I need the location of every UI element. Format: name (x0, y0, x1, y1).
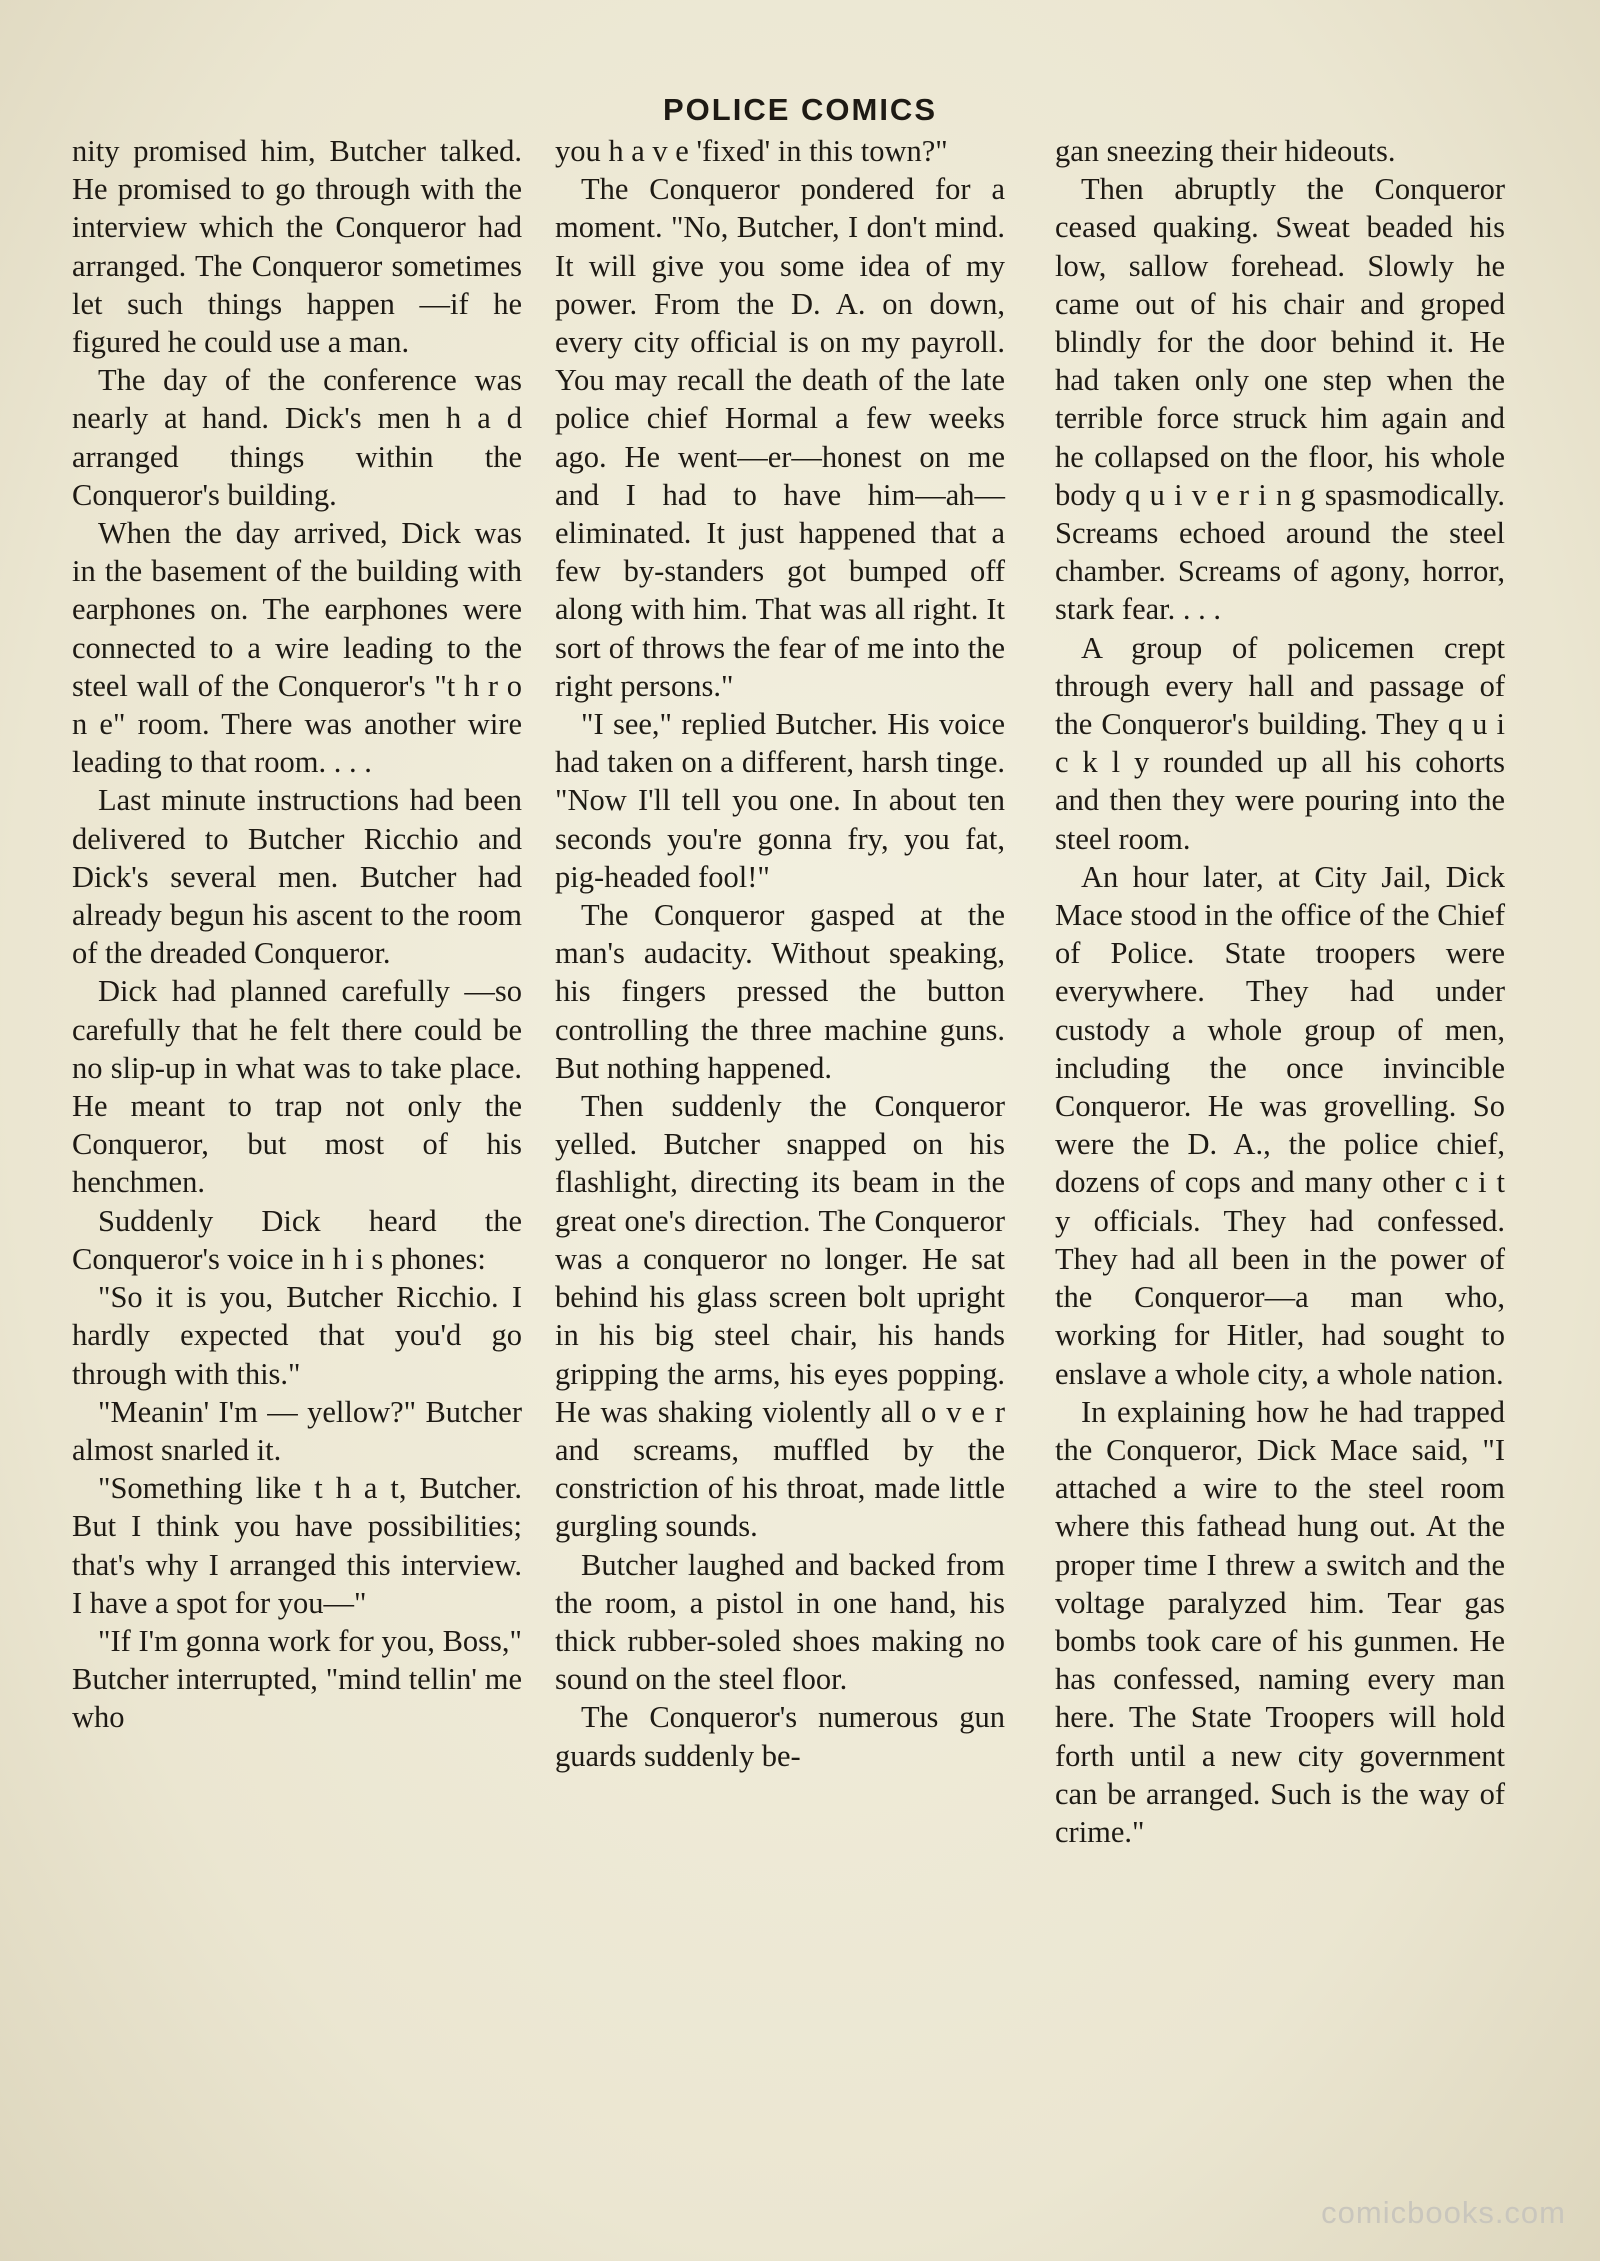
story-paragraph: Butcher laughed and backed from the room, a pistol in one hand, his thick rubber-soled shoes making no sound on the steel floor. (555, 1547, 1005, 1697)
story-paragraph: "Meanin' I'm — yellow?" Butcher almost snarled it. (72, 1394, 522, 1467)
story-paragraph: In explaining how he had trapped the Conqueror, Dick Mace said, "I attached a wire to the steel room where this fathead hung out. At the proper time I threw a switch and the voltage paralyzed him. Tear gas bombs took care of his gunmen. He has confessed, naming every man here. The State Troopers will hold forth until a new city government can be arranged. Such is the way of crime." (1055, 1394, 1505, 1849)
text-column-right (1055, 132, 1505, 1851)
story-paragraph: "I see," replied Butcher. His voice had taken on a different, harsh tinge. "Now I'll tell you one. In about ten seconds you're gonna fry, you fat, pig-headed fool!" (555, 707, 1005, 894)
story-paragraph: The day of the conference was nearly at hand. Dick's men h a d arranged things within the Conqueror's building. (72, 363, 522, 512)
story-paragraph: "So it is you, Butcher Ricchio. I hardly expected that you'd go through with this." (72, 1280, 522, 1391)
story-paragraph: nity promised him, Butcher talked. He promised to go through with the interview which the Conqueror had arranged. The Conqueror sometimes let such things happen —if he figured he could use a man. (72, 134, 522, 360)
story-paragraph: The Conqueror gasped at the man's audacity. Without speaking, his fingers pressed the button controlling the three machine guns. But nothing happened. (555, 898, 1005, 1085)
text-column-left (72, 132, 522, 1737)
story-paragraph: Last minute instructions had been delivered to Butcher Ricchio and Dick's several men. Butcher had already begun his ascent to the room of the dreaded Conqueror. (72, 783, 522, 971)
story-paragraph: Then suddenly the Conqueror yelled. Butcher snapped on his flashlight, directing its beam in the great one's direction. The Conqueror was a conqueror no longer. He sat behind his glass screen bolt upright in his big steel chair, his hands gripping the arms, his eyes popping. He was shaking violently all o v e r and screams, muffled by the constriction of his throat, made little gurgling sounds. (555, 1089, 1005, 1544)
story-paragraph: A group of policemen crept through every hall and passage of the Conqueror's building. They q u i c k l y rounded up all his cohorts and then they were pouring into the steel room. (1055, 630, 1505, 856)
story-paragraph: Then abruptly the Conqueror ceased quaking. Sweat beaded his low, sallow forehead. Slowly he came out of his chair and groped blindly for the door behind it. He had taken only one step when the terrible force struck him again and he collapsed on the floor, his whole body q u i v e r i n g spasmodically. Screams echoed around the steel chamber. Screams of agony, horror, stark fear. . . . (1055, 172, 1505, 627)
site-watermark: comicbooks.com (1321, 2195, 1566, 2230)
story-paragraph: The Conqueror pondered for a moment. "No, Butcher, I don't mind. It will give you some idea of my power. From the D. A. on down, every city official is on my payroll. You may recall the death of the late police chief Hormal a few weeks ago. He went—er—honest on me and I had to have him—ah—eliminated. It just happened that a few by-standers got bumped off along with him. That was all right. It sort of throws the fear of me into the right persons." (555, 172, 1005, 703)
story-paragraph: An hour later, at City Jail, Dick Mace stood in the office of the Chief of Police. State troopers were everywhere. They had under custody a whole group of men, including the once invincible Conqueror. He was grovelling. So were the D. A., the police chief, dozens of cops and many other c i t y officials. They had confessed. They had all been in the power of the Conqueror—a man who, working for Hitler, had sought to enslave a whole city, a whole nation. (1055, 859, 1505, 1391)
story-paragraph: When the day arrived, Dick was in the basement of the building with earphones on. The earphones were connected to a wire leading to the steel wall of the Conqueror's "t h r o n e" room. There was another wire leading to that room. . . . (72, 516, 522, 780)
story-paragraph: gan sneezing their hideouts. (1055, 134, 1396, 168)
story-paragraph: Dick had planned carefully —so carefully that he felt there could be no slip-up in what was to take place. He meant to trap not only the Conqueror, but most of his henchmen. (72, 974, 522, 1200)
story-paragraph: you h a v e 'fixed' in this town?" (555, 134, 948, 168)
text-column-middle (555, 132, 1005, 1775)
story-paragraph: "If I'm gonna work for you, Boss," Butcher interrupted, "mind tellin' me who (72, 1623, 522, 1735)
story-paragraph: Suddenly Dick heard the Conqueror's voice in h i s phones: (72, 1203, 522, 1276)
story-paragraph: The Conqueror's numerous gun guards suddenly be- (555, 1700, 1005, 1773)
page-header: POLICE COMICS (662, 92, 937, 127)
story-paragraph: "Something like t h a t, Butcher. But I think you have possibilities; that's why I arranged this interview. I have a spot for you—" (72, 1471, 522, 1620)
